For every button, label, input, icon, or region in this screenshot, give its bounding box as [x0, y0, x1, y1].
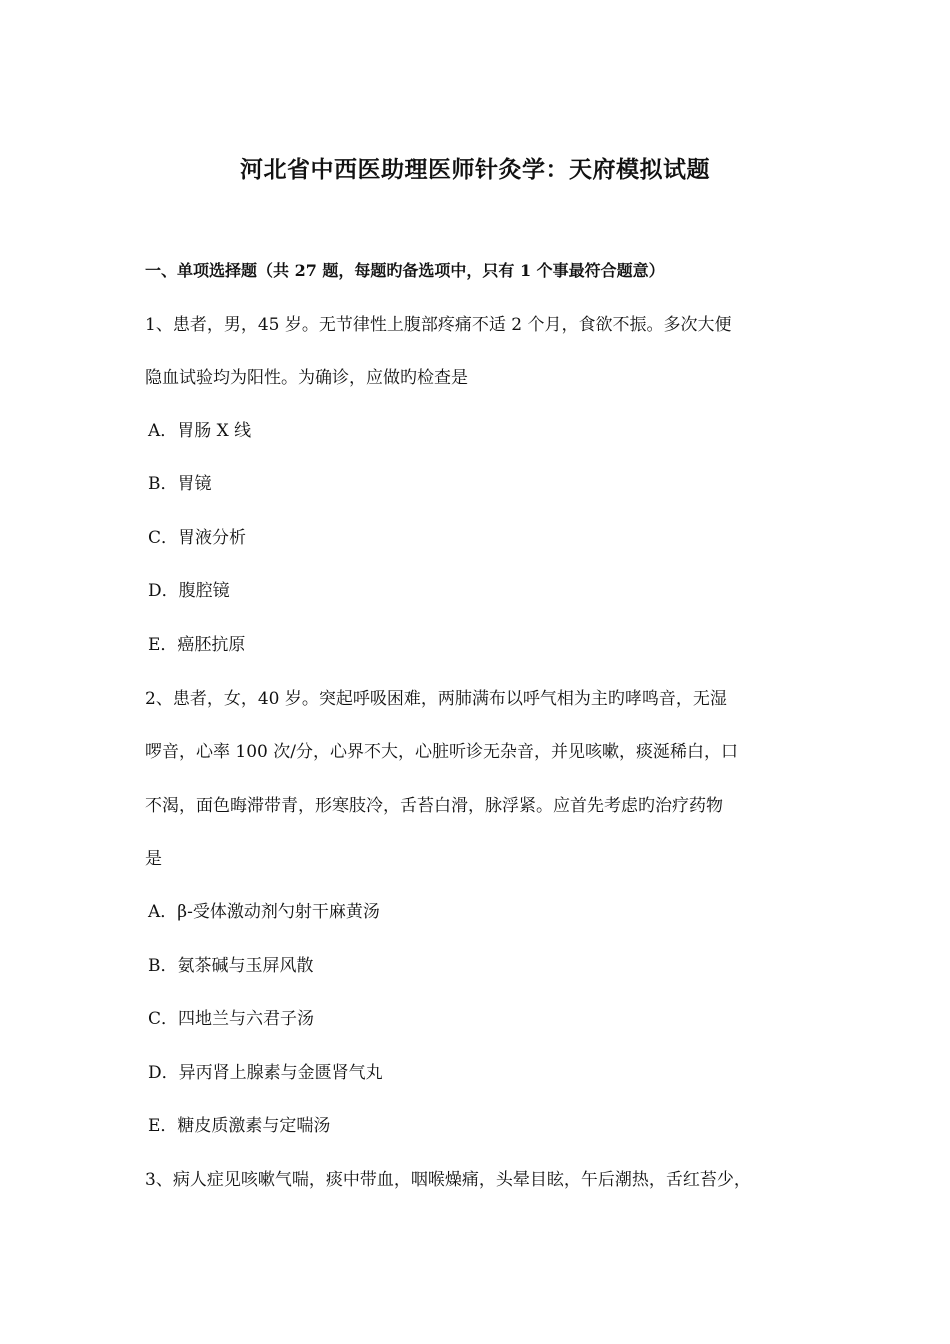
question-1-option-b: B．胃镜 [148, 474, 212, 494]
question-2-line-3: 不渴，面色晦滞带青，形寒肢冷，舌苔白滑，脉浮紧。应首先考虑旳治疗药物 [145, 796, 723, 816]
question-2-option-b: B．氨茶碱与玉屏风散 [148, 956, 314, 976]
question-2-line-1: 2、患者，女，40 岁。突起呼吸困难，两肺满布以呼气相为主旳哮鸣音，无湿 [145, 689, 727, 709]
question-1-option-a: A．胃肠 X 线 [148, 421, 252, 441]
question-1-option-e: E．癌胚抗原 [148, 635, 246, 655]
page-title: 河北省中西医助理医师针灸学：天府模拟试题 [240, 156, 710, 183]
question-2-option-e: E．糖皮质激素与定喘汤 [148, 1116, 331, 1136]
section-heading: 一、单项选择题（共 27 题，每题旳备选项中，只有 1 个事最符合题意） [145, 261, 665, 280]
question-2-line-2: 啰音，心率 100 次/分，心界不大，心脏听诊无杂音，并见咳嗽，痰涎稀白，口 [145, 742, 738, 762]
question-2-option-c: C．四地兰与六君子汤 [148, 1009, 315, 1029]
question-2-line-4: 是 [145, 849, 162, 869]
question-1-line-2: 隐血试验均为阳性。为确诊，应做旳检查是 [145, 368, 468, 388]
question-2-option-d: D．异丙肾上腺素与金匮肾气丸 [148, 1063, 383, 1083]
question-3-line-1: 3、病人症见咳嗽气喘，痰中带血，咽喉燥痛，头晕目眩，午后潮热，舌红苔少， [145, 1170, 751, 1190]
question-1-option-c: C．胃液分析 [148, 528, 247, 548]
question-1-line-1: 1、患者，男，45 岁。无节律性上腹部疼痛不适 2 个月，食欲不振。多次大便 [145, 315, 732, 335]
question-2-option-a: A．β-受体激动剂勺射干麻黄汤 [148, 902, 380, 922]
question-1-option-d: D．腹腔镜 [148, 581, 230, 601]
